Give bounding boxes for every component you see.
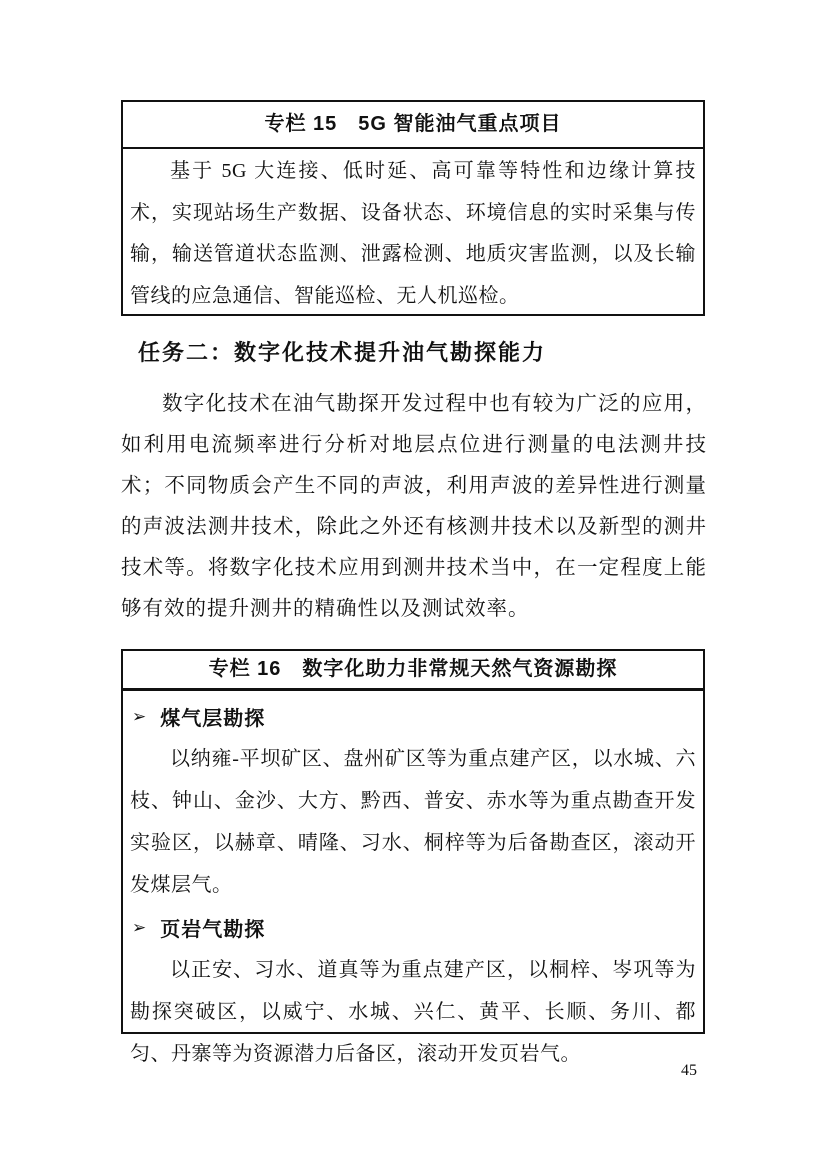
bullet-item-coalbed-gas — [130, 695, 696, 738]
page-number: 45 — [681, 1062, 697, 1079]
callout-16-content — [123, 691, 703, 1075]
callout-15-title: 专栏 15 5G 智能油气重点项目 — [123, 102, 703, 149]
arrow-bullet-icon: ➢ — [132, 918, 148, 937]
bullet-item-heading: 页岩气勘探 — [160, 919, 266, 941]
bullet-item-body: 以纳雍-平坝矿区、盘州矿区等为重点建产区，以水城、六枝、钟山、金沙、大方、黔西、普安、赤水等为重点勘查开发实验区，以赫章、晴隆、习水、桐梓等为后备勘查区，滚动开发煤层气。 — [130, 748, 696, 896]
callout-15-body: 基于 5G 大连接、低时延、高可靠等特性和边缘计算技术，实现站场生产数据、设备状态、环境信息的实时采集与传输，输送管道状态监测、泄露检测、地质灾害监测，以及长输管线的应急通信、智能巡检、无人机巡检。 — [130, 160, 696, 307]
callout-box-15 — [121, 100, 705, 316]
section-paragraph: 数字化技术在油气勘探开发过程中也有较为广泛的应用，如利用电流频率进行分析对地层点位进行测量的电法测井技术；不同物质会产生不同的声波，利用声波的差异性进行测量的声波法测井技术，除此之外还有核测井技术以及新型的测井技术等。将数字化技术应用到测井技术当中，在一定程度上能够有效的提升测井的精确性以及测试效率。 — [121, 393, 707, 620]
bullet-item-shale-gas — [130, 906, 696, 949]
bullet-item-body: 以正安、习水、道真等为重点建产区，以桐梓、岑巩等为勘探突破区，以威宁、水城、兴仁、黄平、长顺、务川、都匀、丹寨等为资源潜力后备区，滚动开发页岩气。 — [130, 959, 696, 1065]
callout-box-16 — [121, 649, 705, 1065]
callout-16-title: 专栏 16 数字化助力非常规天然气资源勘探 — [123, 651, 703, 691]
bullet-item-heading: 煤气层勘探 — [160, 708, 266, 730]
section-heading: 任务二：数字化技术提升油气勘探能力 — [138, 340, 547, 365]
arrow-bullet-icon: ➢ — [132, 707, 148, 726]
